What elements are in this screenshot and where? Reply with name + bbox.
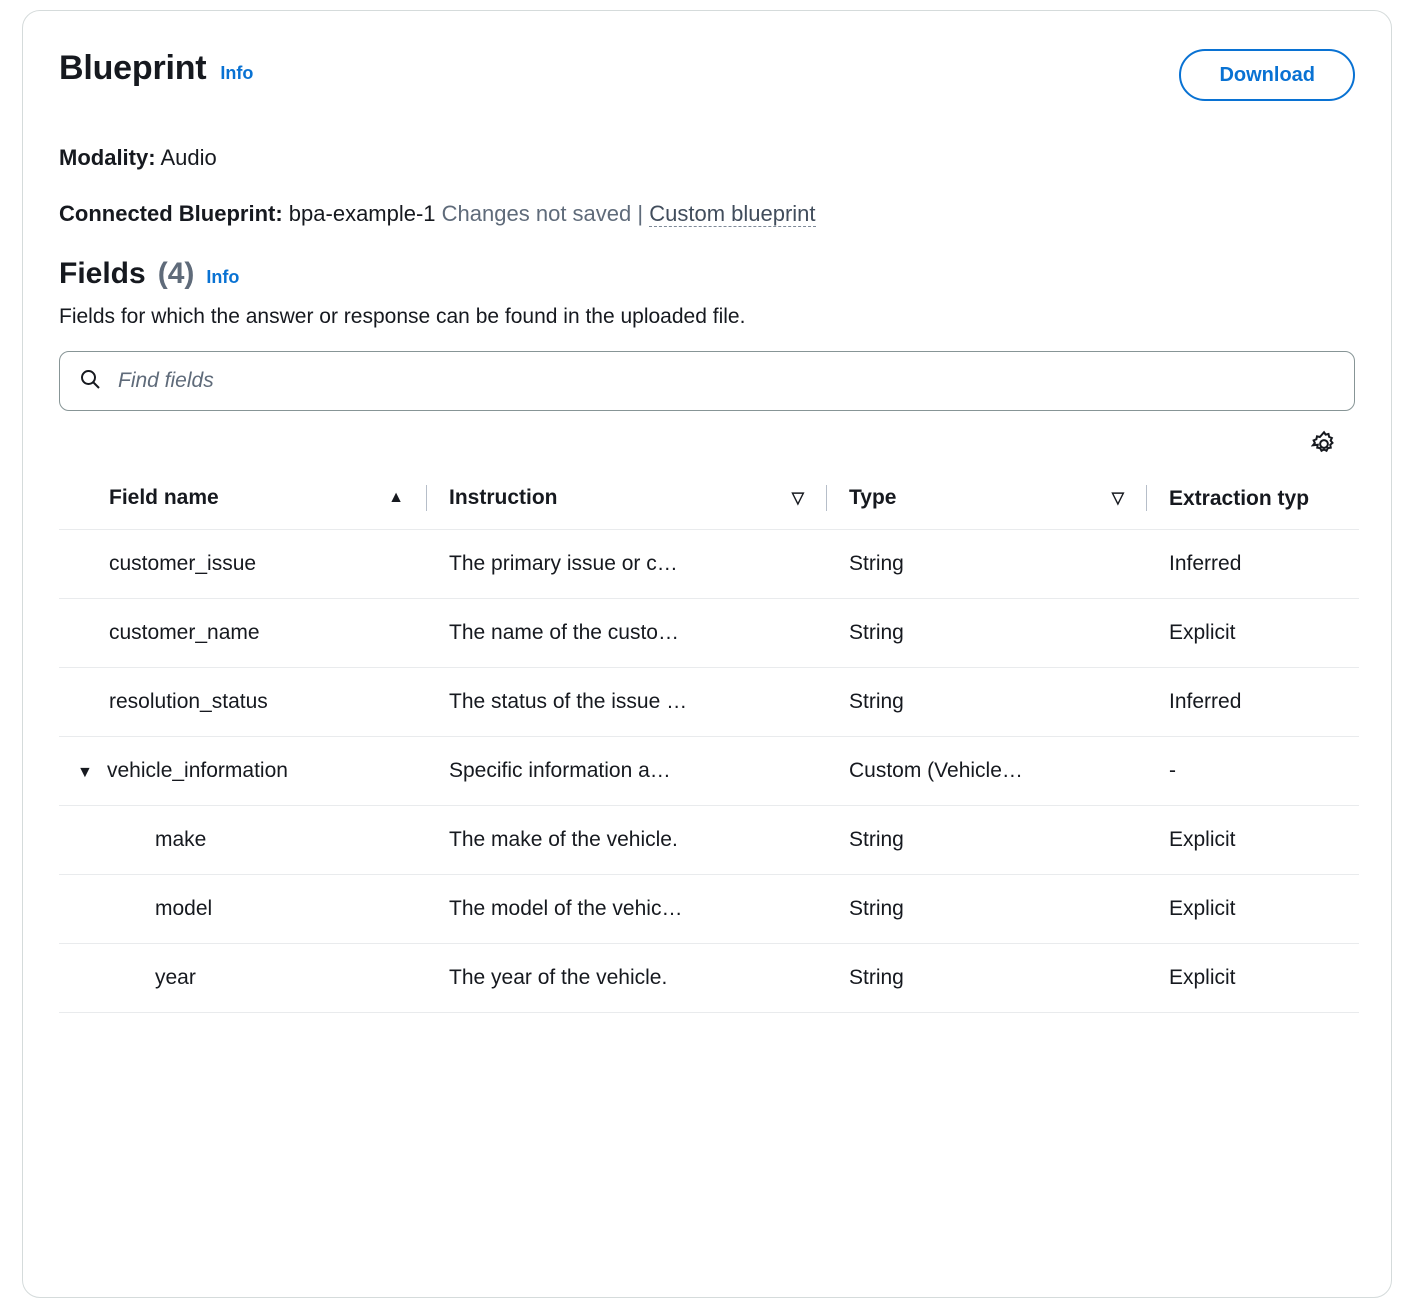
fields-info-link[interactable]: Info (206, 267, 240, 287)
connected-blueprint-value: bpa-example-1 (288, 201, 436, 226)
cell-instruction: The year of the vehicle. (449, 944, 849, 1013)
sort-icon[interactable]: ▽ (791, 490, 804, 507)
fields-description: Fields for which the answer or response can be found in the uploaded file. (59, 305, 746, 328)
cell-type: String (849, 944, 1169, 1013)
cell-type: Custom (Vehicle… (849, 737, 1169, 806)
cell-extraction-type: Explicit (1169, 944, 1359, 1013)
table-header-row (59, 475, 1359, 530)
custom-blueprint-link[interactable]: Custom blueprint (649, 201, 816, 226)
connected-blueprint-row (59, 201, 1355, 227)
search-input[interactable] (116, 368, 1336, 394)
cell-instruction: The make of the vehicle. (449, 806, 849, 875)
column-header-type[interactable] (849, 475, 1169, 530)
cell-field-name: customer_name (59, 599, 449, 668)
cell-instruction: The model of the vehic… (449, 875, 849, 944)
cell-field-name: year (59, 944, 449, 1013)
cell-instruction: The status of the issue … (449, 668, 849, 737)
column-header-field-name[interactable] (59, 475, 449, 530)
blueprint-info-link[interactable]: Info (220, 63, 254, 83)
cell-type: String (849, 806, 1169, 875)
cell-extraction-type: Inferred (1169, 668, 1359, 737)
table-row[interactable] (59, 737, 1359, 806)
cell-field-name (59, 737, 449, 806)
column-label: Instruction (449, 486, 558, 509)
cell-field-name: make (59, 806, 449, 875)
expand-collapse-caret-icon[interactable]: ▼ (77, 764, 93, 781)
panel-header (59, 49, 1355, 101)
cell-extraction-type: - (1169, 737, 1359, 806)
cell-field-name: customer_issue (59, 530, 449, 599)
modality-row (59, 145, 1355, 171)
modality-label: Modality: (59, 145, 156, 170)
download-button[interactable]: Download (1179, 49, 1355, 101)
modality-value: Audio (160, 145, 217, 170)
connected-blueprint-label: Connected Blueprint: (59, 201, 283, 226)
cell-instruction: The name of the custo… (449, 599, 849, 668)
column-divider[interactable] (426, 485, 427, 511)
changes-status: Changes not saved (441, 201, 632, 226)
fields-count: (4) (157, 257, 195, 290)
table-row[interactable] (59, 668, 1359, 737)
cell-type: String (849, 875, 1169, 944)
cell-instruction: The primary issue or c… (449, 530, 849, 599)
table-row[interactable] (59, 806, 1359, 875)
cell-field-name: resolution_status (59, 668, 449, 737)
fields-table-wrap (59, 475, 1359, 1013)
column-label: Type (849, 486, 897, 509)
cell-type: String (849, 668, 1169, 737)
column-label: Extraction typ (1169, 487, 1310, 510)
fields-header (59, 257, 1355, 291)
gear-icon[interactable] (1309, 429, 1339, 459)
blueprint-panel (22, 10, 1392, 1298)
sort-ascending-icon[interactable]: ▲ (388, 489, 404, 506)
cell-instruction: Specific information a… (449, 737, 849, 806)
fields-title: Fields (59, 257, 146, 290)
sort-icon[interactable]: ▽ (1111, 490, 1124, 507)
table-preferences-row (59, 429, 1355, 459)
cell-extraction-type: Explicit (1169, 806, 1359, 875)
blueprint-meta (59, 145, 1355, 227)
page-title: Blueprint (59, 49, 207, 87)
fields-table-body (59, 530, 1359, 1013)
column-label: Field name (109, 486, 219, 509)
meta-separator: | (637, 201, 644, 226)
table-row[interactable] (59, 599, 1359, 668)
table-row[interactable] (59, 944, 1359, 1013)
column-header-extraction-type[interactable] (1169, 475, 1359, 530)
cell-type: String (849, 599, 1169, 668)
column-header-instruction[interactable] (449, 475, 849, 530)
cell-extraction-type: Explicit (1169, 599, 1359, 668)
cell-extraction-type: Inferred (1169, 530, 1359, 599)
find-fields-search[interactable] (59, 351, 1355, 411)
cell-type: String (849, 530, 1169, 599)
fields-table (59, 475, 1359, 1013)
cell-field-name: model (59, 875, 449, 944)
table-row[interactable] (59, 875, 1359, 944)
column-divider[interactable] (1146, 485, 1147, 511)
cell-field-name-text: vehicle_information (107, 759, 288, 782)
search-icon (78, 367, 102, 396)
table-row[interactable] (59, 530, 1359, 599)
column-divider[interactable] (826, 485, 827, 511)
cell-extraction-type: Explicit (1169, 875, 1359, 944)
